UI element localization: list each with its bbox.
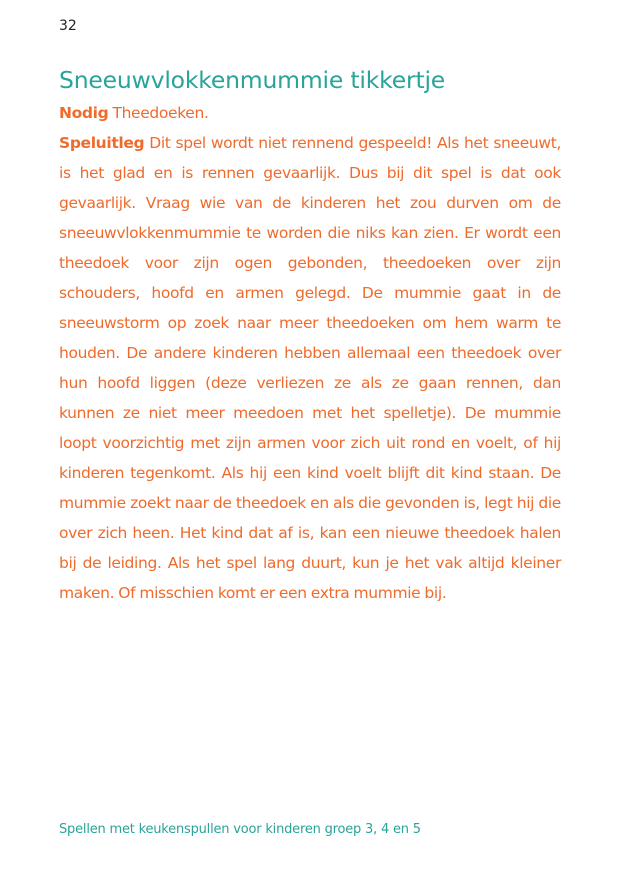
footer-book-title: Spellen met keukenspullen voor kinderen groep 3, 4 en 5	[59, 822, 421, 837]
page-title: Sneeuwvlokkenmummie tikkertje	[59, 66, 446, 94]
needs-paragraph	[59, 98, 561, 128]
needs-label: Nodig	[59, 104, 109, 122]
instructions-label: Speluitleg	[59, 134, 145, 152]
instructions-text: Dit spel wordt niet rennend gespeeld! Als het sneeuwt, is het glad en is rennen gevaarlijk. Dus bij dit spel is dat ook gevaarlijk. Vraag wie van de kinderen het zou durven om de sneeuwvlokkenmummie te worden die niks kan zien. Er wordt een theedoek voor zijn ogen gebonden, theedoeken over zijn schouders, hoofd en armen gelegd. De mummie gaat in de sneeuwstorm op zoek naar meer theedoeken om hem warm te houden. De andere kinderen hebben allemaal een theedoek over hun hoofd liggen (deze verliezen ze als ze gaan rennen, dan kunnen ze niet meer meedoen met het spelletje). De mummie loopt voorzichtig met zijn armen voor zich uit rond en voelt, of hij kinderen tegenkomt. Als hij een kind voelt blijft dit kind staan. De mummie zoekt naar de theedoek en als die gevonden is, legt hij die over zich heen. Het kind dat af is, kan een nieuwe theedoek halen bij de leiding. Als het spel lang duurt, kun je het vak altijd kleiner maken. Of misschien komt er een extra mummie bij.	[59, 134, 562, 602]
article-body	[59, 98, 561, 608]
needs-text: Theedoeken.	[112, 104, 209, 122]
instructions-paragraph	[59, 128, 561, 608]
page-number: 32	[59, 18, 77, 34]
